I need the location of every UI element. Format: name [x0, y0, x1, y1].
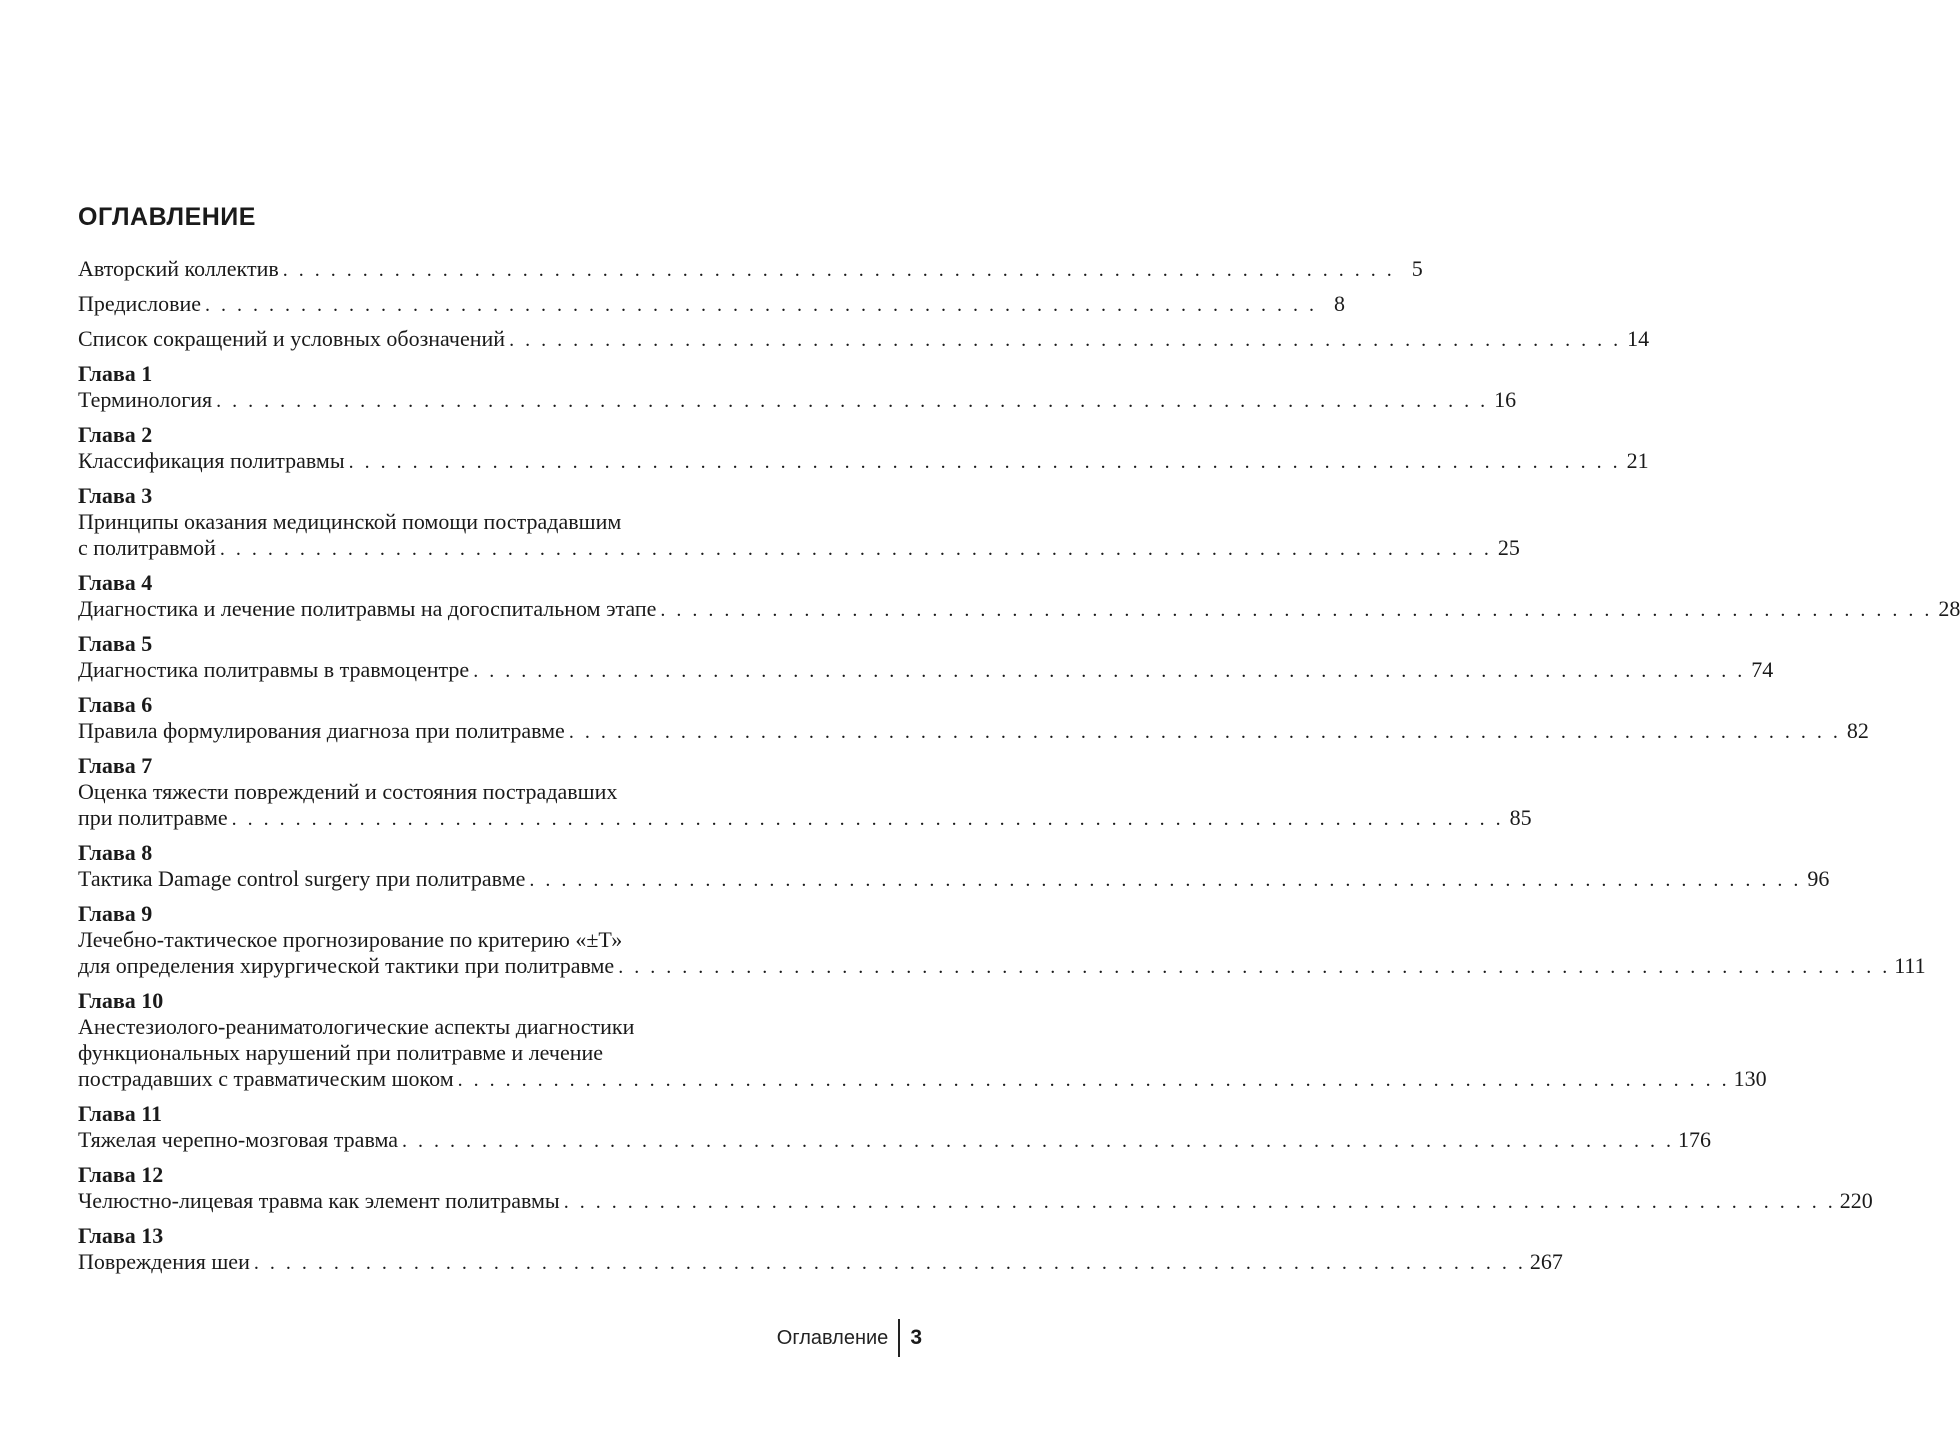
chapter-page: 267 [1529, 1249, 1563, 1274]
chapter-page: 21 [1626, 448, 1649, 473]
chapter-block[interactable] [78, 570, 1960, 623]
dot-leader: . . . . . . . . . . . . . . . . . . . . . . . . . . . . . . . . . . . . . . . . . . . . . . . . . . . . . . . . . . . . . . . . . . . . . . [205, 294, 1317, 316]
chapter-page: 28 [1938, 596, 1960, 621]
toc-entry-title: Список сокращений и условных обозначений [78, 326, 506, 351]
toc-entry-page: 14 [1627, 326, 1650, 351]
running-footer-section: Оглавление [776, 1326, 889, 1349]
toc-entry-page: 8 [1334, 291, 1345, 316]
dot-leader: . . . . . . . . . . . . . . . . . . . . . . . . . . . . . . . . . . . . . . . . . . . . . . . . . . . . . . . . . . . . . . . . . . . . . . . . . . . . . . . . [216, 390, 1489, 412]
dot-leader: . . . . . . . . . . . . . . . . . . . . . . . . . . . . . . . . . . . . . . . . . . . . . . . . . . . . . . . . . . . . . . . . . . . . . . . . . . . . . . . . [618, 956, 1891, 978]
chapter-page: 96 [1807, 866, 1830, 891]
chapter-page: 176 [1678, 1127, 1711, 1152]
chapter-block[interactable] [78, 1101, 1711, 1154]
chapter-label: Глава 12 [78, 1162, 164, 1187]
chapter-block[interactable] [78, 483, 1520, 562]
dot-leader: . . . . . . . . . . . . . . . . . . . . . . . . . . . . . . . . . . . . . . . . . . . . . . . . . . . . . . . . . . . . . . . . . . . . . . . . . . . . . . . . [253, 1252, 1526, 1274]
dot-leader: . . . . . . . . . . . . . . . . . . . . . . . . . . . . . . . . . . . . . . . . . . . . . . . . . . . . . . . . . . . . . . . . . . . . . . [282, 259, 1395, 281]
chapter-entry-row [78, 387, 1517, 414]
chapter-entry-row [78, 448, 1649, 475]
toc-entry-preface[interactable] [78, 291, 1345, 318]
chapter-block[interactable] [78, 631, 1774, 684]
chapter-entry-row [78, 718, 1869, 745]
chapter-page: 74 [1751, 657, 1774, 682]
chapter-title-line: Повреждения шеи [78, 1249, 250, 1274]
chapter-page: 82 [1846, 718, 1869, 743]
chapter-title-line: функциональных нарушений при политравме и лечение [78, 1040, 604, 1065]
dot-leader: . . . . . . . . . . . . . . . . . . . . . . . . . . . . . . . . . . . . . . . . . . . . . . . . . . . . . . . . . . . . . . . . . . . . . . . . . . . . . . . . [402, 1130, 1674, 1152]
chapter-entry-row [78, 596, 1960, 623]
toc-entry-page: 5 [1411, 256, 1423, 281]
chapter-page: 220 [1839, 1188, 1873, 1213]
chapter-label: Глава 13 [78, 1223, 164, 1248]
chapter-block[interactable] [78, 901, 1926, 980]
chapter-page: 130 [1733, 1066, 1767, 1091]
dot-leader: . . . . . . . . . . . . . . . . . . . . . . . . . . . . . . . . . . . . . . . . . . . . . . . . . . . . . . . . . . . . . . . . . . . . . . . . . . . . . . . . [348, 451, 1621, 473]
chapter-entry-row [78, 866, 1830, 893]
chapter-label: Глава 10 [78, 988, 164, 1013]
toc-entry-title: Авторский коллектив [78, 256, 279, 281]
chapter-list [78, 361, 1960, 1276]
toc-entry-title: Предисловие [78, 291, 201, 316]
chapter-block[interactable] [78, 422, 1649, 475]
chapter-entry-row [78, 1188, 1873, 1215]
chapter-title-line: Тактика Damage control surgery при политравме [78, 866, 526, 891]
chapter-label: Глава 8 [78, 840, 153, 865]
chapter-entry-row [78, 1066, 1767, 1093]
chapter-entry-row [78, 1127, 1711, 1154]
chapter-page: 25 [1497, 535, 1520, 560]
chapter-block[interactable] [78, 692, 1869, 745]
chapter-title-line: Принципы оказания медицинской помощи пострадавшим [78, 509, 622, 534]
page-footer [777, 1319, 922, 1357]
chapter-label: Глава 6 [78, 692, 153, 717]
chapter-title-line: для определения хирургической тактики при политравме [78, 953, 615, 978]
chapter-title-line: пострадавших с травматическим шоком [78, 1066, 454, 1091]
dot-leader: . . . . . . . . . . . . . . . . . . . . . . . . . . . . . . . . . . . . . . . . . . . . . . . . . . . . . . . . . . . . . . . . . . . . . . . . . . . . . . . . [231, 808, 1504, 830]
dot-leader: . . . . . . . . . . . . . . . . . . . . . . . . . . . . . . . . . . . . . . . . . . . . . . . . . . . . . . . . . . . . . . . . . . . . . . . . . . . . . . . . [457, 1069, 1730, 1091]
chapter-block[interactable] [78, 361, 1517, 414]
chapter-label: Глава 7 [78, 753, 153, 778]
chapter-title-line: Классификация политравмы [78, 448, 345, 473]
chapter-title-line: Анестезиолого-реаниматологические аспекты диагностики [78, 1014, 635, 1039]
chapter-label: Глава 3 [78, 483, 153, 508]
dot-leader: . . . . . . . . . . . . . . . . . . . . . . . . . . . . . . . . . . . . . . . . . . . . . . . . . . . . . . . . . . . . . . . . . . . . . . . . . . . . . . . . [473, 660, 1746, 682]
chapter-label: Глава 11 [78, 1101, 163, 1126]
page-number: 3 [910, 1326, 922, 1349]
chapter-entry-row [78, 805, 1532, 832]
chapter-label: Глава 4 [78, 570, 153, 595]
chapter-block[interactable] [78, 753, 1532, 832]
chapter-title-line: Тяжелая черепно-мозговая травма [78, 1127, 398, 1152]
chapter-label: Глава 2 [78, 422, 153, 447]
toc-entry-authors[interactable] [78, 256, 1423, 283]
chapter-entry-row [78, 535, 1520, 562]
chapter-title-line: Терминология [78, 387, 213, 412]
chapter-page: 85 [1509, 805, 1532, 830]
chapter-block[interactable] [78, 840, 1830, 893]
chapter-page: 16 [1494, 387, 1517, 412]
chapter-title-line: Оценка тяжести повреждений и состояния пострадавших [78, 779, 618, 804]
chapter-block[interactable] [78, 1223, 1563, 1276]
chapter-block[interactable] [78, 988, 1767, 1093]
chapter-entry-row [78, 1249, 1563, 1276]
chapter-title-line: Диагностика и лечение политравмы на догоспитальном этапе [78, 596, 657, 621]
dot-leader: . . . . . . . . . . . . . . . . . . . . . . . . . . . . . . . . . . . . . . . . . . . . . . . . . . . . . . . . . . . . . . . . . . . . . . [509, 329, 1622, 351]
dot-leader: . . . . . . . . . . . . . . . . . . . . . . . . . . . . . . . . . . . . . . . . . . . . . . . . . . . . . . . . . . . . . . . . . . . . . . . . . . . . . . . . [219, 538, 1492, 560]
chapter-title-line: с политравмой [78, 535, 216, 560]
table-of-contents [78, 256, 1960, 1276]
chapter-title-line: Диагностика политравмы в травмоцентре [78, 657, 470, 682]
dot-leader: . . . . . . . . . . . . . . . . . . . . . . . . . . . . . . . . . . . . . . . . . . . . . . . . . . . . . . . . . . . . . . . . . . . . . . . . . . . . . . . . [529, 869, 1802, 891]
toc-entry-abbreviations[interactable] [78, 326, 1650, 353]
chapter-title-line: Челюстно-лицевая травма как элемент политравмы [78, 1188, 560, 1213]
page-title: ОГЛАВЛЕНИЕ [78, 203, 256, 231]
chapter-label: Глава 5 [78, 631, 153, 656]
dot-leader: . . . . . . . . . . . . . . . . . . . . . . . . . . . . . . . . . . . . . . . . . . . . . . . . . . . . . . . . . . . . . . . . . . . . . . . . . . . . . . . . [660, 599, 1933, 621]
chapter-title-line: при политравме [78, 805, 228, 830]
chapter-entry-row [78, 657, 1774, 684]
chapter-label: Глава 1 [78, 361, 153, 386]
chapter-page: 111 [1894, 953, 1926, 978]
chapter-title-line: Лечебно-тактическое прогнозирование по критерию «±Т» [78, 927, 623, 952]
chapter-entry-row [78, 953, 1926, 980]
dot-leader: . . . . . . . . . . . . . . . . . . . . . . . . . . . . . . . . . . . . . . . . . . . . . . . . . . . . . . . . . . . . . . . . . . . . . . . . . . . . . . . . [563, 1191, 1836, 1213]
chapter-title-line: Правила формулирования диагноза при политравме [78, 718, 565, 743]
dot-leader: . . . . . . . . . . . . . . . . . . . . . . . . . . . . . . . . . . . . . . . . . . . . . . . . . . . . . . . . . . . . . . . . . . . . . . . . . . . . . . . . [568, 721, 1841, 743]
chapter-block[interactable] [78, 1162, 1873, 1215]
chapter-label: Глава 9 [78, 901, 153, 926]
